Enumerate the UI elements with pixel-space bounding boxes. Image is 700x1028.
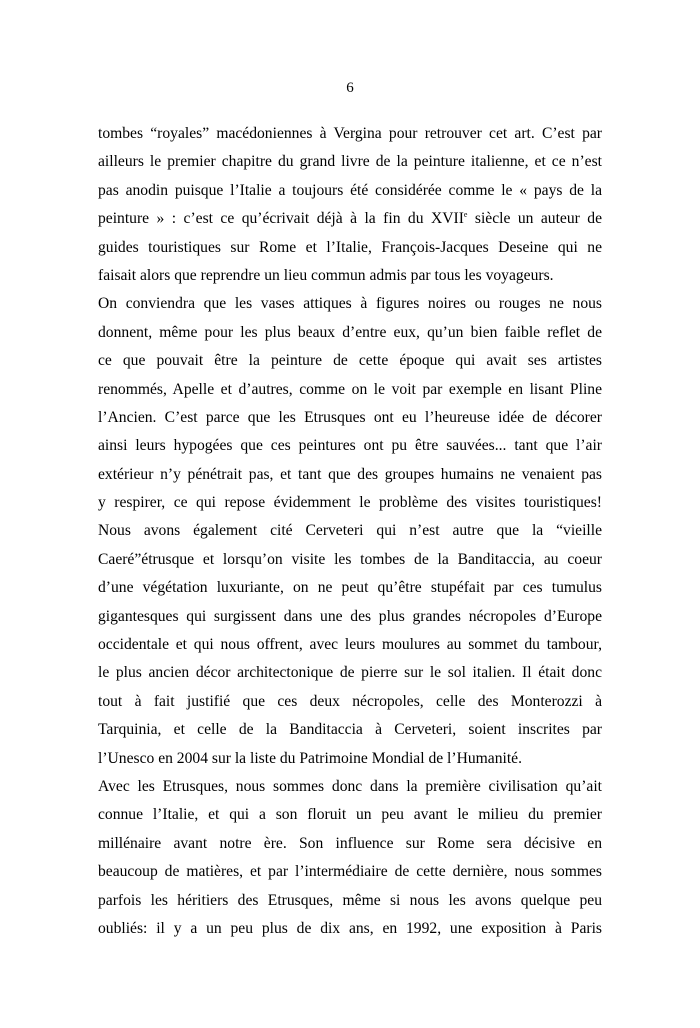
text-line: renommés, Apelle et d’autres, comme on le voit par exemple en lisant Pline — [98, 380, 602, 398]
superscript: e — [463, 209, 468, 219]
text-segment: siècle un auteur de — [467, 210, 602, 228]
text-line: le plus ancien décor architectonique de pierre sur le sol italien. Il était donc — [98, 664, 602, 682]
text-line: ainsi leurs hypogées que ces peintures ont pu être sauvées... tant que l’air — [98, 437, 602, 455]
text-line: donnent, même pour les plus beaux d’entre eux, qu’un bien faible reflet de — [98, 323, 602, 341]
page-number: 6 — [346, 80, 354, 96]
text-line: ce que pouvait être la peinture de cette époque qui avait ses artistes — [98, 352, 602, 370]
text-line: Avec les Etrusques, nous sommes donc dans la première civilisation qu’ait — [98, 777, 602, 795]
text-line: l’Ancien. C’est parce que les Etrusques ont eu l’heureuse idée de décorer — [98, 408, 602, 426]
text-line: gigantesques qui surgissent dans une des plus grandes nécropoles d’Europe — [98, 607, 602, 625]
text-line: parfois les héritiers des Etrusques, même si nous les avons quelque peu — [98, 891, 602, 909]
text-line — [98, 205, 602, 233]
text-line: tout à fait justifié que ces deux nécropoles, celle des Monterozzi à — [98, 692, 602, 710]
text-line: Tarquinia, et celle de la Banditaccia à Cerveteri, soient inscrites par — [98, 721, 602, 739]
text-line: ailleurs le premier chapitre du grand livre de la peinture italienne, et ce n’est — [98, 153, 602, 171]
text-line: millénaire avant notre ère. Son influence sur Rome sera décisive en — [98, 834, 602, 852]
text-line: faisait alors que reprendre un lieu commun admis par tous les voyageurs. — [98, 266, 554, 284]
text-line: d’une végétation luxuriante, on ne peut qu’être stupéfait par ces tumulus — [98, 579, 602, 597]
text-line: pas anodin puisque l’Italie a toujours été considérée comme le « pays de la — [98, 181, 602, 199]
text-line: l’Unesco en 2004 sur la liste du Patrimoine Mondial de l’Humanité. — [98, 749, 522, 767]
text-line: occidentale et qui nous offrent, avec leurs moulures au sommet du tambour, — [98, 636, 602, 654]
text-line: guides touristiques sur Rome et l’Italie, François-Jacques Deseine qui ne — [98, 238, 602, 256]
text-line: y respirer, ce qui repose évidemment le problème des visites touristiques! — [98, 494, 602, 512]
text-line: Caeré”étrusque et lorsqu’on visite les tombes de la Banditaccia, au coeur — [98, 550, 602, 568]
text-line: extérieur n’y pénétrait pas, et tant que des groupes humains ne venaient pas — [98, 465, 602, 483]
text-line: tombes “royales” macédoniennes à Vergina pour retrouver cet art. C’est par — [98, 125, 602, 142]
body-text — [98, 120, 602, 943]
text-line: oubliés: il y a un peu plus de dix ans, en 1992, une exposition à Paris — [98, 919, 602, 937]
text-line: beaucoup de matières, et par l’intermédiaire de cette dernière, nous sommes — [98, 863, 602, 881]
text-segment: peinture » : c’est ce qu’écrivait déjà à la fin du XVII — [98, 210, 464, 228]
text-line: On conviendra que les vases attiques à figures noires ou rouges ne nous — [98, 295, 602, 313]
text-line: Nous avons également cité Cerveteri qui n’est autre que la “vieille — [98, 522, 602, 540]
text-line: connue l’Italie, et qui a son floruit un peu avant le milieu du premier — [98, 806, 602, 824]
